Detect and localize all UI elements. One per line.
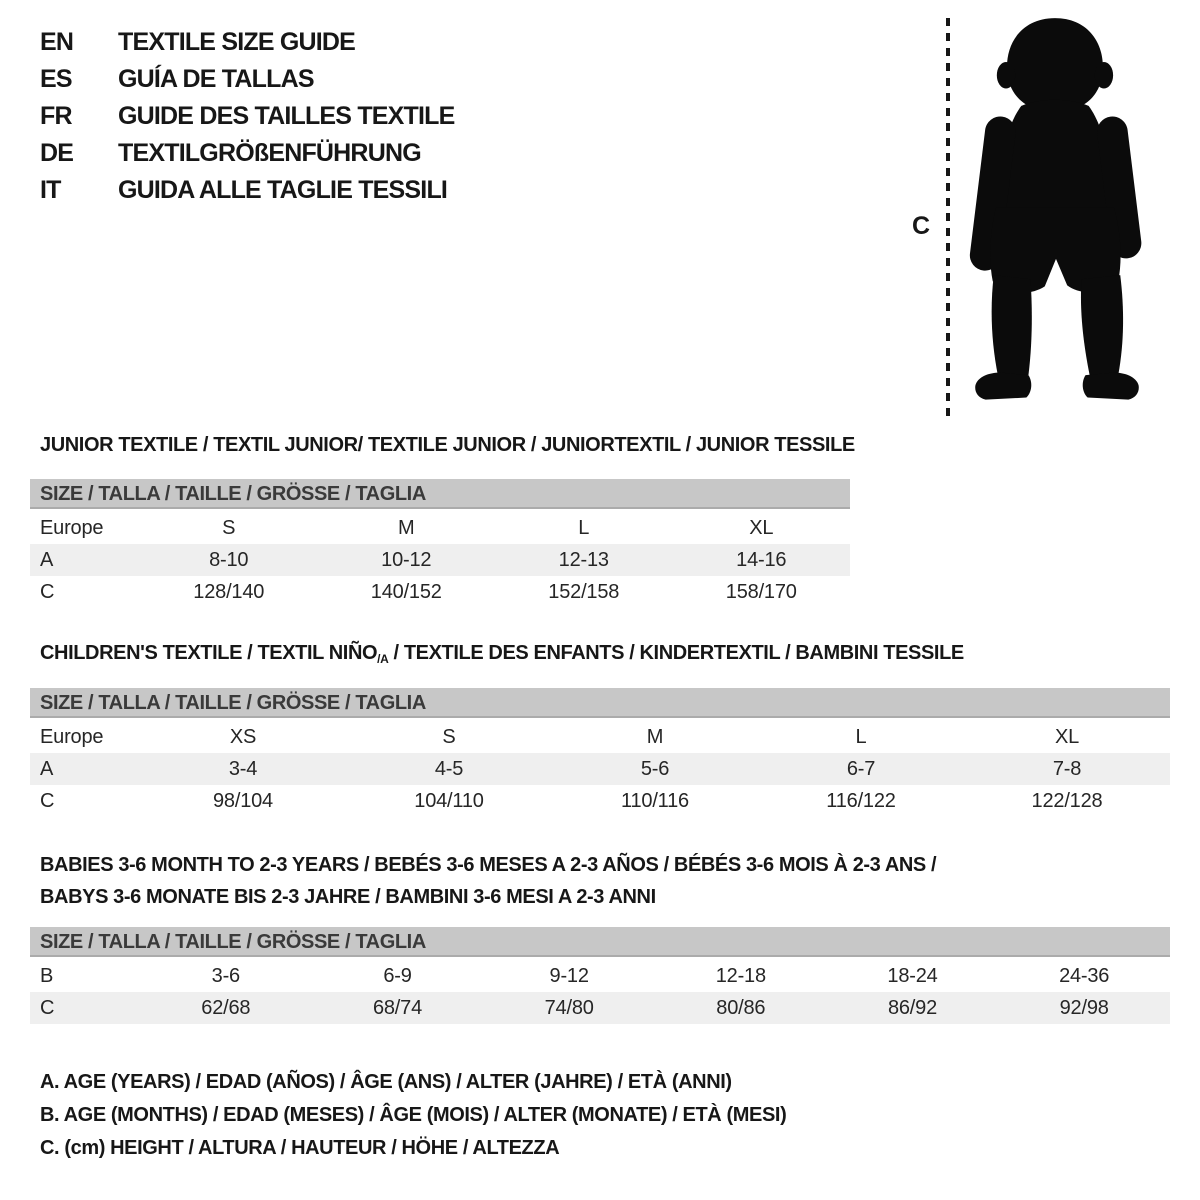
junior-section-title: JUNIOR TEXTILE / TEXTIL JUNIOR/ TEXTILE JUNIOR / JUNIORTEXTIL / JUNIOR TESSILE bbox=[40, 434, 855, 456]
lang-row-en bbox=[40, 24, 455, 61]
table-cell: 14-16 bbox=[736, 549, 787, 571]
lang-code: FR bbox=[40, 102, 72, 130]
size-header-band: SIZE / TALLA / TAILLE / GRÖSSE / TAGLIA bbox=[30, 688, 1170, 718]
lang-code: DE bbox=[40, 139, 74, 167]
row-label: C bbox=[40, 997, 55, 1019]
lang-label: GUIDA ALLE TAGLIE TESSILI bbox=[118, 176, 448, 204]
lang-label: TEXTILGRÖßENFÜHRUNG bbox=[118, 139, 421, 167]
lang-row-it bbox=[40, 172, 455, 209]
children-table-rows bbox=[30, 721, 1170, 817]
table-cell: 10-12 bbox=[381, 549, 432, 571]
lang-label: GUIDE DES TAILLES TEXTILE bbox=[118, 102, 455, 130]
table-cell: 6-7 bbox=[846, 758, 876, 780]
row-label: C bbox=[40, 581, 55, 603]
table-cell: 122/128 bbox=[1031, 790, 1103, 812]
language-header bbox=[40, 24, 455, 209]
table-cell: XL bbox=[1054, 726, 1080, 748]
row-label: A bbox=[40, 758, 54, 780]
legend-note-a: A. AGE (YEARS) / EDAD (AÑOS) / ÂGE (ANS) / ALTER (JAHRE) / ETÀ (ANNI) bbox=[40, 1071, 732, 1093]
table-cell: L bbox=[855, 726, 867, 748]
lang-row-fr bbox=[40, 98, 455, 135]
table-cell: 92/98 bbox=[1059, 997, 1109, 1019]
table-cell: 80/86 bbox=[716, 997, 766, 1019]
table-cell: 12-18 bbox=[715, 965, 766, 987]
table-row bbox=[30, 721, 1170, 753]
table-cell: 8-10 bbox=[209, 549, 249, 571]
table-cell: 3-4 bbox=[228, 758, 258, 780]
table-cell: 98/104 bbox=[213, 790, 273, 812]
table-cell: 128/140 bbox=[193, 581, 265, 603]
children-section-title bbox=[40, 642, 964, 666]
lang-row-es bbox=[40, 61, 455, 98]
size-header-band: SIZE / TALLA / TAILLE / GRÖSSE / TAGLIA bbox=[30, 927, 1170, 957]
children-title-prefix: CHILDREN'S TEXTILE / TEXTIL NIÑO bbox=[40, 642, 378, 664]
lang-label: TEXTILE SIZE GUIDE bbox=[118, 28, 356, 56]
junior-table-rows bbox=[30, 512, 850, 608]
lang-code: EN bbox=[40, 28, 74, 56]
table-row bbox=[30, 576, 850, 608]
table-cell: XS bbox=[229, 726, 257, 748]
table-cell: 24-36 bbox=[1059, 965, 1110, 987]
legend-note-c: C. (cm) HEIGHT / ALTURA / HAUTEUR / HÖHE / ALTEZZA bbox=[40, 1137, 560, 1159]
table-cell: 152/158 bbox=[548, 581, 620, 603]
table-row bbox=[30, 753, 1170, 785]
size-header-band: SIZE / TALLA / TAILLE / GRÖSSE / TAGLIA bbox=[30, 479, 850, 509]
height-measure-label: C bbox=[912, 212, 931, 240]
legend-note-b: B. AGE (MONTHS) / EDAD (MESES) / ÂGE (MOIS) / ALTER (MONATE) / ETÀ (MESI) bbox=[40, 1104, 787, 1126]
table-row bbox=[30, 992, 1170, 1024]
babies-size-table bbox=[30, 927, 1170, 1024]
table-cell: 5-6 bbox=[640, 758, 670, 780]
children-size-table bbox=[30, 688, 1170, 817]
lang-code: ES bbox=[40, 65, 72, 93]
height-measure-line bbox=[946, 18, 950, 416]
row-label: Europe bbox=[40, 726, 104, 748]
table-cell: 12-13 bbox=[558, 549, 609, 571]
table-cell: 68/74 bbox=[372, 997, 423, 1019]
table-cell: 4-5 bbox=[434, 758, 464, 780]
row-label: A bbox=[40, 549, 54, 571]
table-cell: 6-9 bbox=[383, 965, 412, 987]
table-cell: 7-8 bbox=[1052, 758, 1082, 780]
table-row bbox=[30, 544, 850, 576]
junior-size-table bbox=[30, 479, 850, 608]
table-row bbox=[30, 960, 1170, 992]
table-row bbox=[30, 785, 1170, 817]
table-cell: 74/80 bbox=[544, 997, 594, 1019]
babies-title-line2: BABYS 3-6 MONATE BIS 2-3 JAHRE / BAMBINI 3-6 MESI A 2-3 ANNI bbox=[40, 886, 656, 908]
table-cell: 104/110 bbox=[414, 790, 484, 812]
lang-code: IT bbox=[40, 176, 61, 204]
table-cell: 86/92 bbox=[887, 997, 938, 1019]
children-title-subscript: /A bbox=[377, 652, 389, 666]
table-cell: 110/116 bbox=[621, 790, 689, 812]
row-label: B bbox=[40, 965, 54, 987]
table-cell: S bbox=[222, 517, 236, 539]
table-cell: 116/122 bbox=[826, 790, 896, 812]
row-label: C bbox=[40, 790, 55, 812]
table-cell: 140/152 bbox=[370, 581, 442, 603]
table-cell: M bbox=[398, 517, 415, 539]
table-cell: M bbox=[646, 726, 664, 748]
table-cell: XL bbox=[749, 517, 774, 539]
table-cell: 3-6 bbox=[211, 965, 240, 987]
table-cell: S bbox=[442, 726, 456, 748]
table-cell: 158/170 bbox=[725, 581, 797, 603]
baby-silhouette-icon bbox=[962, 12, 1152, 420]
table-cell: 18-24 bbox=[887, 965, 938, 987]
children-title-suffix: / TEXTILE DES ENFANTS / KINDERTEXTIL / BAMBINI TESSILE bbox=[388, 642, 964, 664]
babies-table-rows bbox=[30, 960, 1170, 1024]
lang-label: GUÍA DE TALLAS bbox=[118, 65, 314, 93]
babies-title-line1: BABIES 3-6 MONTH TO 2-3 YEARS / BEBÉS 3-6 MESES A 2-3 AÑOS / BÉBÉS 3-6 MOIS À 2-3 ANS / bbox=[40, 854, 937, 876]
table-row bbox=[30, 512, 850, 544]
table-cell: 62/68 bbox=[201, 997, 251, 1019]
table-cell: 9-12 bbox=[549, 965, 589, 987]
legend-notes bbox=[40, 1066, 786, 1165]
table-cell: L bbox=[578, 517, 590, 539]
babies-section-title bbox=[40, 849, 936, 913]
row-label: Europe bbox=[40, 517, 104, 539]
lang-row-de bbox=[40, 135, 455, 172]
